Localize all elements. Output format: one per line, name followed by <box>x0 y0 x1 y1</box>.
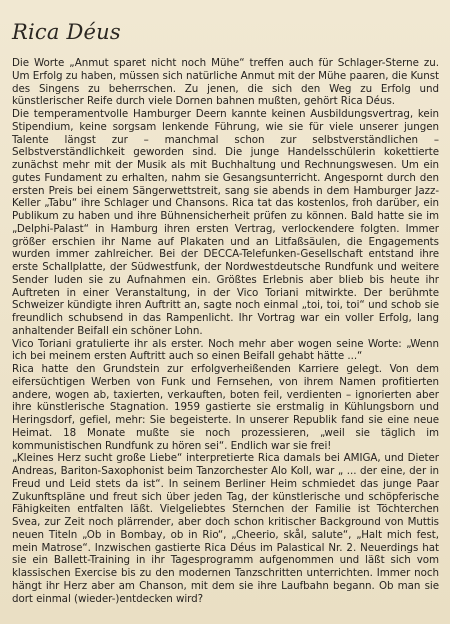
article-paragraph-3: Vico Toriani gratulierte ihr als erster. Noch mehr aber wogen seine Worte: „Wenn ich bei meinem ersten Auftritt auch so einen Beifall gehabt hätte ...“ <box>12 337 439 363</box>
article-title: Rica Déus <box>12 20 121 44</box>
article-paragraph-5: „Kleines Herz sucht große Liebe“ interpretierte Rica damals bei AMIGA, und Dieter Andreas, Bariton-Saxophonist beim Tanzorchester Alo Koll, war „ ... der eine, der in Freud und Leid stets da ist“. In seinem Berliner Heim schmiedet das junge Paar Zukunftspläne und freut sich über jeden Tag, der künstlerische und schöpferische Fähigkeiten entfalten läßt. Vielgeliebtes Sternchen der Familie ist Töchterchen Svea, zur Zeit noch plärrender, aber doch schon kritischer Background von Muttis neuen Titeln „Ob in Bombay, ob in Rio“, „Cheerio, skål, salute“, „Halt mich fest, mein Matrose“. Inzwischen gastierte Rica Déus im Palastical Nr. 2. Neuerdings hat sie ein Ballett-Training in ihr Tagesprogramm aufgenommen und läßt sich vom klassischen Exercise bis zu den modernen Tanzschritten unterrichten. Immer noch hängt ihr Herz aber am Chanson, mit dem sie ihre Laufbahn begann. Ob man sie dort einmal (wieder-)entdecken wird? <box>12 452 439 605</box>
article-paragraph-1: Die Worte „Anmut sparet nicht noch Mühe“ treffen auch für Schlager-Sterne zu. Um Erfolg zu haben, müssen sich natürliche Anmut mit der Mühe paaren, die Kunst des Singens zu beherrschen. Zu jenen, die sich den Weg zu Erfolg und künstlerischer Reife durch viele Dornen bahnen mußten, gehört Rica Déus. <box>12 57 439 108</box>
article-paragraph-4: Rica hatte den Grundstein zur erfolgverheißenden Karriere gelegt. Von dem eifersüchtigen Werben von Funk und Fernsehen, von ihrem Namen profitierten andere, wogen ab, taxierten, verkauften, boten feil, verdienten – ignorierten aber ihre künstlerische Stagnation. 1959 gastierte sie erstmalig in Kühlungsborn und Heringsdorf, gefiel, mehr: Sie begeisterte. In unserer Republik fand sie eine neue Heimat. 18 Monate mußte sie noch prozessieren, „weil sie täglich im kommunistischen Rundfunk zu hören sei“. Endlich war sie frei! <box>12 363 439 452</box>
article-paragraph-2: Die temperamentvolle Hamburger Deern kannte keinen Ausbildungsvertrag, kein Stipendium, keine sorgsam lenkende Führung, wie sie für viele unserer jungen Talente längst zur – manchmal schon zur selbstverständlichen – Selbstverständlichkeit geworden sind. Die junge Handelsschülerin kokettierte zunächst mehr mit der Musik als mit Buchhaltung und Rechnungswesen. Um ein gutes Fundament zu erhalten, nahm sie Gesangsunterricht. Angespornt durch den ersten Preis bei einem Sängerwettstreit, sang sie abends in dem Hamburger Jazz-Keller „Tabu“ ihre Schlager und Chansons. Rica tat das kostenlos, froh darüber, ein Publikum zu haben und ihre Bühnensicherheit prüfen zu können. Bald hatte sie im „Delphi-Palast“ in Hamburg ihren ersten Vertrag, verlockendere folgten. Immer größer erschien ihr Name auf Plakaten und an Litfaßsäulen, die Engagements wurden immer zahlreicher. Bei der DECCA-Telefunken-Gesellschaft entstand ihre erste Schallplatte, der Südwestfunk, der Nordwestdeutsche Rundfunk und weitere Sender luden sie zu Aufnahmen ein. Größtes Erlebnis aber blieb bis heute ihr Auftreten in einer Veranstaltung, in der Vico Toriani mitwirkte. Der berühmte Schweizer kündigte ihren Auftritt an, sagte noch einmal „toi, toi, toi“ und schob sie freundlich schubsend in das Rampenlicht. Ihr Vortrag war ein voller Erfolg, lang anhaltender Beifall ein schöner Lohn. <box>12 108 439 337</box>
article-body <box>12 57 439 605</box>
